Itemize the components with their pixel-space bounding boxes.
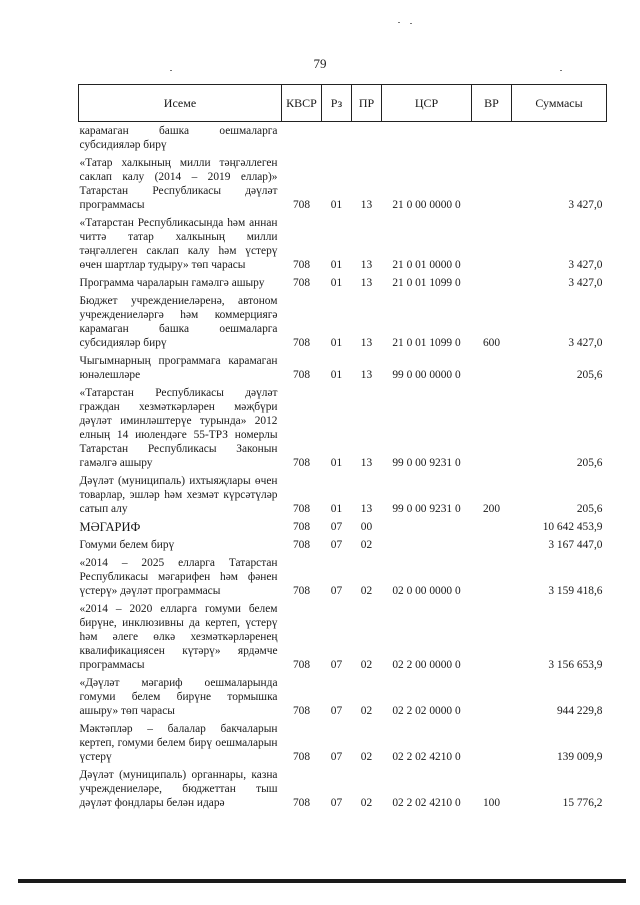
cell-rz: 07 [330,539,343,551]
cell-rz: 01 [330,277,343,289]
table-row [79,122,607,155]
budget-table [78,84,607,812]
cell-vr [472,122,512,155]
cell-vr [472,554,512,600]
cell-name: МӘГАРИФ [79,520,141,534]
cell-kvsr: 708 [292,503,311,515]
cell-pr: 13 [360,457,373,469]
cell-vr [472,720,512,766]
cell-csr [382,536,472,554]
cell-kvsr: 708 [292,259,311,271]
cell-sum: 3 427,0 [568,259,603,271]
scan-speck [410,23,412,24]
header-csr: ЦСР [382,85,472,122]
table-row [79,518,607,536]
scan-speck [398,22,400,23]
cell-pr: 02 [360,539,373,551]
cell-rz: 07 [330,751,343,763]
cell-sum: 3 167 447,0 [548,539,603,551]
cell-name: «Татарстан Республикасы дәүләт граждан хезмәткәрләрен мәҗбүри дәүләт иминләштерүе турында» 2012 елның 14 июлендәге 55-ТРЗ номерлы Татарстан Республикасы Законын гамәлгә ашыру [79,387,278,469]
cell-kvsr: 708 [292,585,311,597]
table-body [79,122,607,813]
cell-csr: 02 2 02 4210 0 [392,797,461,809]
cell-vr [472,274,512,292]
table-row [79,674,607,720]
cell-rz: 01 [330,337,343,349]
cell-name: «Татар халкының милли тәңгәллеген саклап калу (2014 – 2019 еллар)» Татарстан Республикасы дәүләт программасы [79,157,278,211]
cell-name: «2014 – 2025 елларга Татарстан Республикасы мәгарифен һәм фәнен үстерү» дәүләт программасы [79,557,278,597]
cell-sum [512,122,607,155]
cell-csr: 99 0 00 9231 0 [392,457,461,469]
cell-rz: 07 [330,585,343,597]
header-kvsr: КВСР [282,85,322,122]
cell-kvsr [282,122,322,155]
cell-rz: 01 [330,457,343,469]
cell-vr [472,154,512,214]
cell-csr: 21 0 01 1099 0 [392,277,461,289]
header-sum: Суммасы [512,85,607,122]
cell-csr: 02 2 00 0000 0 [392,659,461,671]
table-row [79,352,607,384]
header-rz: Рз [322,85,352,122]
header-vr: ВР [472,85,512,122]
scan-speck [560,70,562,71]
cell-csr: 21 0 01 1099 0 [392,337,461,349]
table-row [79,720,607,766]
cell-rz: 01 [330,259,343,271]
table-row [79,384,607,472]
table-header-row [79,85,607,122]
cell-sum: 205,6 [576,369,603,381]
cell-vr [472,518,512,536]
cell-name: карамаган башка оешмаларга субсидияләр бирү [79,125,278,151]
cell-vr [472,384,512,472]
cell-kvsr: 708 [292,705,311,717]
table-row [79,214,607,274]
cell-vr [472,352,512,384]
cell-name: Программа чараларын гамәлгә ашыру [79,277,265,289]
cell-pr: 13 [360,277,373,289]
cell-pr: 13 [360,259,373,271]
cell-kvsr: 708 [292,521,311,533]
cell-name: «Татарстан Республикасында һәм аннан читтә татар халкының милли тәңгәллеген саклап калу һәм үстерү өчен шартлар тудыру» төп чарасы [79,217,278,271]
cell-name: «2014 – 2020 елларга гомуми белем бирүне, инклюзивны да кертеп, үстерү һәм әлеге өлкә хезмәткәрләренең квалификациясен күтәрү» ярдәмче программасы [79,603,278,671]
cell-sum: 3 427,0 [568,337,603,349]
cell-kvsr: 708 [292,199,311,211]
cell-name: «Дәүләт мәгариф оешмаларында гомуми белем бирүне тормышка ашыру» төп чарасы [79,677,278,717]
cell-name: Гомуми белем бирү [79,539,175,551]
cell-rz: 01 [330,369,343,381]
cell-kvsr: 708 [292,659,311,671]
cell-sum: 3 427,0 [568,199,603,211]
cell-rz: 07 [330,797,343,809]
page-bottom-border [18,879,626,883]
cell-name: Чыгымнарның программага карамаган юнәлешләре [79,355,278,381]
cell-kvsr: 708 [292,751,311,763]
cell-rz: 07 [330,521,343,533]
cell-vr [472,536,512,554]
cell-sum: 3 156 653,9 [548,659,603,671]
cell-pr: 02 [360,659,373,671]
cell-kvsr: 708 [292,539,311,551]
cell-csr [382,122,472,155]
cell-vr [472,674,512,720]
cell-kvsr: 708 [292,457,311,469]
table-row [79,766,607,812]
cell-name: Бюджет учреждениеләренә, автоном учреждениеләргә һәм коммерциягә карамаган башка оешмаларга субсидияләр бирү [79,295,278,349]
table-row [79,292,607,352]
cell-vr: 600 [482,337,501,349]
cell-kvsr: 708 [292,369,311,381]
cell-vr [472,214,512,274]
cell-csr: 02 2 02 4210 0 [392,751,461,763]
cell-sum: 205,6 [576,503,603,515]
cell-pr: 00 [360,521,373,533]
cell-rz: 01 [330,503,343,515]
table-row [79,472,607,518]
cell-vr: 200 [482,503,501,515]
cell-csr: 21 0 00 0000 0 [392,199,461,211]
table-row [79,600,607,674]
cell-pr: 02 [360,585,373,597]
page-number: 79 [313,56,327,71]
table-row [79,274,607,292]
cell-csr: 02 2 02 0000 0 [392,705,461,717]
cell-csr: 99 0 00 0000 0 [392,369,461,381]
cell-sum: 15 776,2 [562,797,603,809]
cell-name: Мәктәпләр – балалар бакчаларын кертеп, гомуми белем бирү оешмаларын үстерү [79,723,278,763]
cell-pr: 02 [360,705,373,717]
cell-vr [472,600,512,674]
cell-sum: 944 229,8 [556,705,603,717]
cell-csr: 02 0 00 0000 0 [392,585,461,597]
cell-pr: 13 [360,199,373,211]
table-row [79,154,607,214]
cell-kvsr: 708 [292,337,311,349]
cell-pr: 02 [360,751,373,763]
cell-sum: 3 159 418,6 [548,585,603,597]
cell-csr: 99 0 00 9231 0 [392,503,461,515]
cell-pr: 02 [360,797,373,809]
cell-pr [352,122,382,155]
table-row [79,536,607,554]
header-pr: ПР [352,85,382,122]
cell-csr [382,518,472,536]
cell-pr: 13 [360,337,373,349]
scan-speck [170,70,172,71]
cell-pr: 13 [360,369,373,381]
cell-rz: 07 [330,705,343,717]
cell-rz: 07 [330,659,343,671]
cell-vr: 100 [482,797,501,809]
cell-name: Дәүләт (муниципаль) ихтыяҗлары өчен товарлар, эшләр һәм хезмәт күрсәтүләр сатып алу [79,475,278,515]
cell-sum: 139 009,9 [556,751,603,763]
cell-sum: 3 427,0 [568,277,603,289]
cell-kvsr: 708 [292,277,311,289]
cell-sum: 205,6 [576,457,603,469]
cell-csr: 21 0 01 0000 0 [392,259,461,271]
cell-pr: 13 [360,503,373,515]
table-row [79,554,607,600]
cell-rz: 01 [330,199,343,211]
cell-rz [322,122,352,155]
cell-name: Дәүләт (муниципаль) органнары, казна учреждениеләре, бюджеттан тыш дәүләт фондлары белән идарә [79,769,278,809]
header-name: Исеме [79,85,282,122]
cell-sum: 10 642 453,9 [542,521,603,533]
cell-kvsr: 708 [292,797,311,809]
